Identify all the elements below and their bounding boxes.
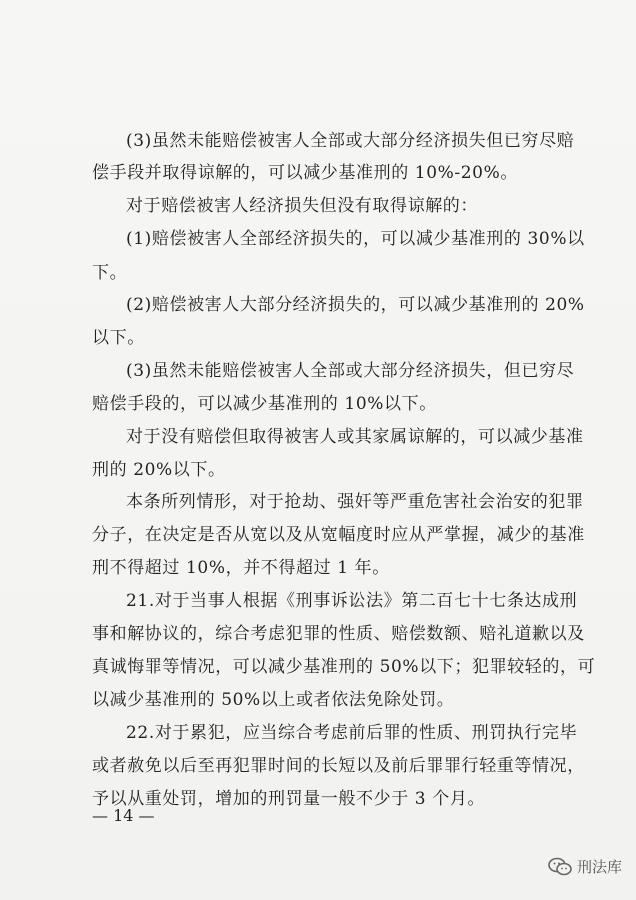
wechat-icon	[547, 857, 573, 877]
text-line: 予以从重处罚，增加的刑罚量一般不少于 3 个月。	[92, 789, 486, 809]
text-line: 本条所列情形，对于抢劫、强奸等严重危害社会治安的犯罪	[126, 492, 584, 512]
text-line: 或者赦免以后至再犯罪时间的长短以及前后罪罪行轻重等情况，	[92, 756, 585, 776]
watermark	[547, 856, 622, 877]
text-line: 事和解协议的，综合考虑犯罪的性质、赔偿数额、赔礼道歉以及	[92, 624, 585, 644]
text-line: (3)虽然未能赔偿被害人全部或大部分经济损失但已穷尽赔	[126, 131, 575, 151]
text-line: 下。	[92, 263, 128, 283]
text-line: 刑不得超过 10%，并不得超过 1 年。	[92, 558, 390, 578]
text-line: 对于没有赔偿但取得被害人或其家属谅解的，可以减少基准	[126, 427, 584, 447]
text-line: 赔偿手段的，可以减少基准刑的 10%以下。	[92, 394, 437, 414]
text-line: 刑的 20%以下。	[92, 460, 226, 480]
text-line: 对于赔偿被害人经济损失但没有取得谅解的：	[126, 196, 478, 216]
text-line: (3)虽然未能赔偿被害人全部或大部分经济损失，但已穷尽	[126, 361, 575, 381]
watermark-text: 刑法库	[576, 858, 622, 876]
text-line: 分子，在决定是否从宽以及从宽幅度时应从严掌握，减少的基准	[92, 525, 585, 545]
text-line: (1)赔偿被害人全部经济损失的，可以减少基准刑的 30%以	[126, 229, 585, 249]
text-line: 以下。	[92, 328, 145, 348]
text-line: 偿手段并取得谅解的，可以减少基准刑的 10%-20%。	[92, 163, 518, 183]
text-line: 真诚悔罪等情况，可以减少基准刑的 50%以下；犯罪较轻的，可	[92, 657, 596, 677]
text-line: 21.对于当事人根据《刑事诉讼法》第二百七十七条达成刑	[126, 591, 578, 611]
page-number: — 14 —	[92, 806, 155, 825]
text-line: 22.对于累犯，应当综合考虑前后罪的性质、刑罚执行完毕	[126, 723, 578, 743]
text-line: 以减少基准刑的 50%以上或者依法免除处罚。	[92, 690, 455, 710]
text-line: (2)赔偿被害人大部分经济损失的，可以减少基准刑的 20%	[126, 295, 585, 315]
